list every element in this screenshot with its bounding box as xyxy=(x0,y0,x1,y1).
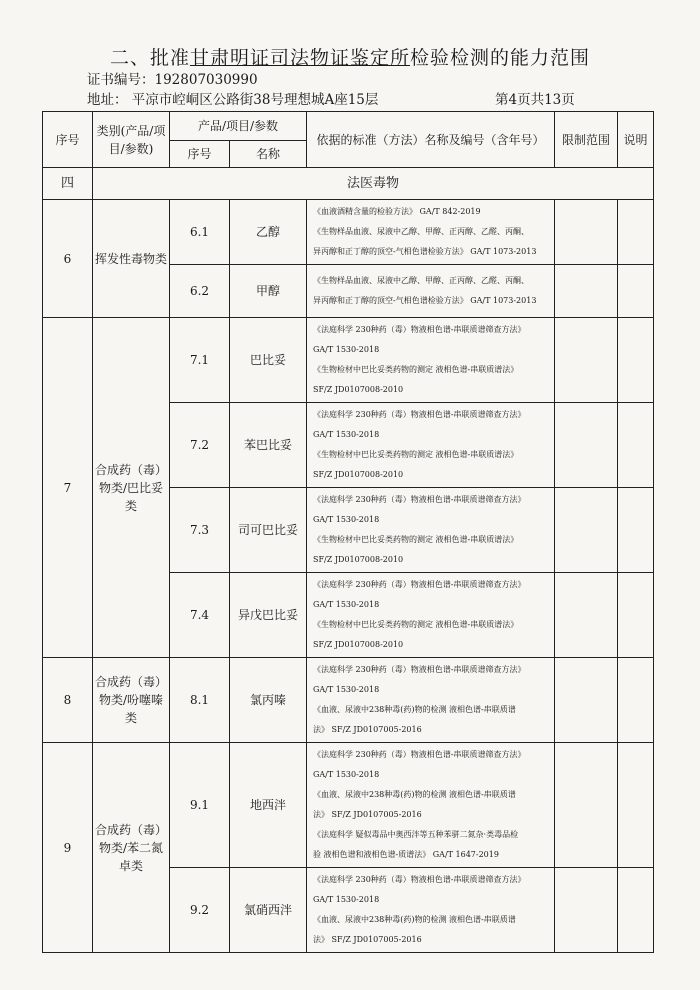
header-limit: 限制范围 xyxy=(555,112,618,168)
cert-number: 192807030990 xyxy=(154,72,258,88)
item-number: 7.3 xyxy=(170,488,230,573)
cert-label: 证书编号： xyxy=(87,72,155,88)
remark-cell xyxy=(618,318,654,403)
remark-cell xyxy=(618,573,654,658)
section-label: 法医毒物 xyxy=(93,168,654,200)
limit-cell xyxy=(555,658,618,743)
title-suffix: 检验检测的能力范围 xyxy=(410,47,591,69)
item-number: 9.2 xyxy=(170,868,230,953)
remark-cell xyxy=(618,265,654,318)
remark-cell xyxy=(618,403,654,488)
item-number: 7.1 xyxy=(170,318,230,403)
header-name: 名称 xyxy=(230,141,307,168)
group-seq: 6 xyxy=(43,200,93,318)
capability-table xyxy=(42,111,654,953)
item-name: 巴比妥 xyxy=(230,318,307,403)
section-number: 四 xyxy=(43,168,93,200)
header-remark: 说明 xyxy=(618,112,654,168)
group-seq: 7 xyxy=(43,318,93,658)
item-name: 地西泮 xyxy=(230,743,307,868)
title-prefix: 二、批准 xyxy=(109,47,190,69)
item-number: 7.4 xyxy=(170,573,230,658)
header-category: 类别(产品/项目/参数) xyxy=(93,112,170,168)
remark-cell xyxy=(618,658,654,743)
item-name: 苯巴比妥 xyxy=(230,403,307,488)
item-number: 9.1 xyxy=(170,743,230,868)
title-org: 甘肃明证司法物证鉴定所 xyxy=(189,47,410,69)
item-standards: 《法庭科学 230种药（毒）物液相色谱-串联质谱筛查方法》 GA/T 1530-2018 《生物检材中巴比妥类药物的测定 液相色谱-串联质谱法》 SF/Z JD0107008-2010 xyxy=(307,573,555,658)
remark-cell xyxy=(618,868,654,953)
item-name: 司可巴比妥 xyxy=(230,488,307,573)
page-info: 第4页共13页 xyxy=(495,92,575,108)
limit-cell xyxy=(555,573,618,658)
page-title xyxy=(0,43,700,70)
limit-cell xyxy=(555,488,618,573)
item-standards: 《法庭科学 230种药（毒）物液相色谱-串联质谱筛查方法》 GA/T 1530-2018 《生物检材中巴比妥类药物的测定 液相色谱-串联质谱法》 SF/Z JD0107008-2010 xyxy=(307,488,555,573)
item-standards: 《法庭科学 230种药（毒）物液相色谱-串联质谱筛查方法》 GA/T 1530-2018 《血液、尿液中238种毒(药)物的检测 液相色谱-串联质谱 法》 SF/Z JD0107005-2016 《法庭科学 疑似毒品中奥西泮等五种苯骈二氮杂·类毒品检 验 液相色谱和液相色谱-质谱法》 GA/T 1647-2019 xyxy=(307,743,555,868)
group-seq: 8 xyxy=(43,658,93,743)
limit-cell xyxy=(555,318,618,403)
header-sub-seq: 序号 xyxy=(170,141,230,168)
item-standards: 《法庭科学 230种药（毒）物液相色谱-串联质谱筛查方法》 GA/T 1530-2018 《血液、尿液中238种毒(药)物的检测 液相色谱-串联质谱 法》 SF/Z JD0107005-2016 xyxy=(307,868,555,953)
limit-cell xyxy=(555,743,618,868)
group-category: 合成药（毒）物类/巴比妥类 xyxy=(93,318,170,658)
address: 地址： 平凉市崆峒区公路街38号理想城A座15层 xyxy=(87,92,379,108)
item-standards: 《法庭科学 230种药（毒）物液相色谱-串联质谱筛查方法》 GA/T 1530-2018 《生物检材中巴比妥类药物的测定 液相色谱-串联质谱法》 SF/Z JD0107008-2010 xyxy=(307,318,555,403)
item-number: 6.2 xyxy=(170,265,230,318)
item-name: 氯丙嗪 xyxy=(230,658,307,743)
item-number: 7.2 xyxy=(170,403,230,488)
remark-cell xyxy=(618,488,654,573)
remark-cell xyxy=(618,743,654,868)
item-standards: 《法庭科学 230种药（毒）物液相色谱-串联质谱筛查方法》 GA/T 1530-2018 《血液、尿液中238种毒(药)物的检测 液相色谱-串联质谱 法》 SF/Z JD0107005-2016 xyxy=(307,658,555,743)
item-standards: 《生物样品血液、尿液中乙醇、甲醇、正丙醇、乙醛、丙酮、 异丙醇和正丁醇的顶空-气相色谱检验方法》 GA/T 1073-2013 xyxy=(307,265,555,318)
group-category: 合成药（毒）物类/吩噻嗪类 xyxy=(93,658,170,743)
item-number: 6.1 xyxy=(170,200,230,265)
limit-cell xyxy=(555,265,618,318)
header-product-group: 产品/项目/参数 xyxy=(170,112,307,141)
item-name: 甲醇 xyxy=(230,265,307,318)
header-standard: 依据的标准（方法）名称及编号（含年号） xyxy=(307,112,555,168)
group-category: 合成药（毒）物类/苯二氮卓类 xyxy=(93,743,170,953)
cert-line xyxy=(87,68,258,88)
limit-cell xyxy=(555,403,618,488)
limit-cell xyxy=(555,868,618,953)
limit-cell xyxy=(555,200,618,265)
item-standards: 《血液酒精含量的检验方法》 GA/T 842-2019 《生物样品血液、尿液中乙醇、甲醇、正丙醇、乙醛、丙酮、 异丙醇和正丁醇的顶空-气相色谱检验方法》 GA/T 1073-2013 xyxy=(307,200,555,265)
item-name: 异戊巴比妥 xyxy=(230,573,307,658)
item-name: 氯硝西泮 xyxy=(230,868,307,953)
header-seq: 序号 xyxy=(43,112,93,168)
item-number: 8.1 xyxy=(170,658,230,743)
item-name: 乙醇 xyxy=(230,200,307,265)
group-seq: 9 xyxy=(43,743,93,953)
remark-cell xyxy=(618,200,654,265)
group-category: 挥发性毒物类 xyxy=(93,200,170,318)
item-standards: 《法庭科学 230种药（毒）物液相色谱-串联质谱筛查方法》 GA/T 1530-2018 《生物检材中巴比妥类药物的测定 液相色谱-串联质谱法》 SF/Z JD0107008-2010 xyxy=(307,403,555,488)
